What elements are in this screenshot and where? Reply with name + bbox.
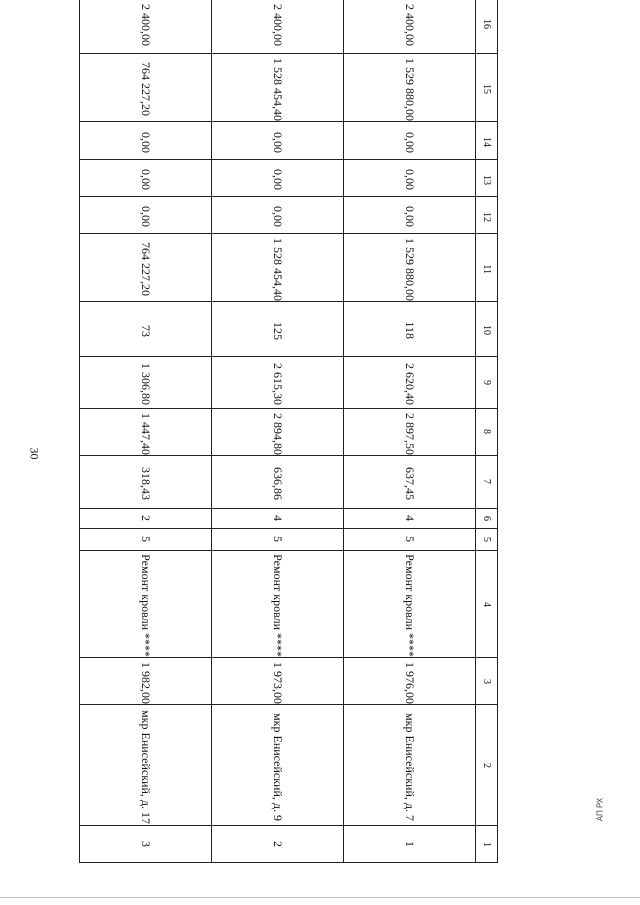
cell-value: 4	[271, 514, 286, 521]
cell-value: Ремонт кровли ****	[403, 554, 418, 658]
column-number-cell	[476, 356, 498, 408]
table-cell	[344, 301, 476, 356]
table-cell	[212, 0, 344, 54]
table-cell	[80, 550, 212, 658]
cell-value: Ремонт кровли ****	[271, 554, 286, 658]
cell-value: 636,86	[271, 466, 286, 500]
cell-value: мкр Енисейский, д. 9	[271, 712, 286, 821]
table-cell	[344, 0, 476, 54]
cell-value: 0,00	[403, 169, 418, 191]
table-cell	[80, 121, 212, 159]
cell-value: 0,00	[403, 131, 418, 153]
column-number-cell	[476, 550, 498, 658]
cell-value: 0,00	[271, 206, 286, 228]
column-number: 4	[481, 601, 493, 607]
cell-value: 1 528 454,40	[271, 57, 286, 121]
cell-value: 0,00	[271, 131, 286, 153]
column-number: 3	[481, 678, 493, 684]
column-number-cell	[476, 528, 498, 550]
table-cell	[344, 528, 476, 550]
table-row	[80, 528, 498, 550]
page-number: 30	[27, 447, 42, 460]
table-cell	[212, 121, 344, 159]
table-cell	[80, 705, 212, 826]
table-cell	[80, 233, 212, 301]
table-cell	[80, 356, 212, 408]
table-cell	[344, 233, 476, 301]
table-cell	[80, 508, 212, 528]
cell-value: 0,00	[271, 169, 286, 191]
table-cell	[212, 196, 344, 233]
table-row	[80, 658, 498, 705]
table-row	[80, 121, 498, 159]
column-number-cell	[476, 233, 498, 301]
cell-value: 2 897,50	[403, 412, 418, 455]
column-number: 15	[481, 84, 493, 95]
table-cell	[80, 528, 212, 550]
cell-value: 1 529 880,00	[403, 57, 418, 121]
cell-value: 0,00	[139, 131, 154, 153]
cell-value: 1	[403, 840, 418, 847]
cell-value: 125	[271, 321, 286, 340]
rotated-table-wrapper	[80, 3, 498, 863]
column-number-cell	[476, 121, 498, 159]
column-number: 1	[481, 841, 493, 847]
table-cell	[344, 550, 476, 658]
column-number-cell	[476, 0, 498, 54]
column-number: 14	[481, 137, 493, 148]
cell-value: 2 400,00	[403, 3, 418, 46]
table-cell	[212, 159, 344, 196]
table-cell	[212, 528, 344, 550]
column-number: 2	[481, 762, 493, 768]
table-row	[80, 705, 498, 826]
table-cell	[212, 826, 344, 863]
table-row	[80, 301, 498, 356]
table-row	[80, 196, 498, 233]
column-number-cell	[476, 658, 498, 705]
cell-value: 1 973,00	[271, 662, 286, 704]
table-cell	[80, 54, 212, 122]
column-number: 5	[481, 536, 493, 542]
table-cell	[212, 408, 344, 455]
table-row	[80, 159, 498, 196]
column-number: 9	[481, 380, 493, 385]
cell-value: 2 620,40	[403, 363, 418, 406]
cell-value: 2 400,00	[271, 3, 286, 46]
table-cell	[344, 159, 476, 196]
cell-value: 1 528 454,40	[271, 237, 286, 301]
cell-value: 118	[403, 321, 418, 340]
table-cell	[344, 705, 476, 826]
column-number-cell	[476, 301, 498, 356]
table-row	[80, 408, 498, 455]
column-number: 16	[481, 19, 493, 30]
cell-value: 318,43	[139, 466, 154, 500]
table-cell	[80, 301, 212, 356]
cell-value: 2	[139, 514, 154, 521]
cell-value: 0,00	[139, 206, 154, 228]
table-cell	[212, 54, 344, 122]
table-row	[80, 455, 498, 508]
table-cell	[212, 705, 344, 826]
cell-value: 5	[403, 535, 418, 542]
table-row	[80, 0, 498, 54]
cell-value: 637,45	[403, 466, 418, 500]
cell-value: 1 976,00	[403, 662, 418, 704]
table-row	[80, 54, 498, 122]
table-cell	[80, 196, 212, 233]
cell-value: 3	[139, 840, 154, 847]
table-cell	[344, 408, 476, 455]
column-number-cell	[476, 705, 498, 826]
table-cell	[344, 455, 476, 508]
column-number-cell	[476, 54, 498, 122]
table-row	[80, 826, 498, 863]
column-number: 12	[481, 211, 493, 222]
table-cell	[212, 455, 344, 508]
table-cell	[80, 408, 212, 455]
column-number: 6	[481, 515, 493, 521]
table-cell	[212, 550, 344, 658]
table-cell	[212, 356, 344, 408]
column-number-cell	[476, 455, 498, 508]
table-cell	[212, 233, 344, 301]
cell-value: 2 894,80	[271, 412, 286, 455]
repair-table	[79, 0, 498, 863]
column-number: 8	[481, 429, 493, 435]
table-cell	[80, 658, 212, 705]
table-cell	[344, 826, 476, 863]
cell-value: 2 400,00	[139, 3, 154, 46]
column-number-cell	[476, 826, 498, 863]
cell-value: 0,00	[139, 169, 154, 191]
table-cell	[344, 196, 476, 233]
table-cell	[344, 356, 476, 408]
table-row	[80, 356, 498, 408]
table-cell	[212, 658, 344, 705]
table-cell	[344, 508, 476, 528]
table-cell	[212, 508, 344, 528]
column-number: 7	[481, 479, 493, 485]
table-cell	[80, 455, 212, 508]
cell-value: 764 227,20	[139, 62, 154, 117]
table-cell	[212, 301, 344, 356]
table-cell	[344, 121, 476, 159]
table-cell	[80, 826, 212, 863]
cell-value: 764 227,20	[139, 242, 154, 297]
column-number: 10	[481, 325, 493, 336]
column-number-cell	[476, 408, 498, 455]
table-cell	[80, 159, 212, 196]
cell-value: 73	[139, 324, 154, 337]
cell-value: 2 615,30	[271, 363, 286, 406]
page-bottom-line	[0, 897, 640, 898]
column-number-cell	[476, 508, 498, 528]
column-number: 11	[481, 264, 493, 274]
cell-value: Ремонт кровли ****	[139, 554, 154, 658]
cell-value: 5	[139, 535, 154, 542]
cell-value: мкр Енисейский, д. 7	[403, 712, 418, 821]
table-row	[80, 508, 498, 528]
footer-mark: АП РХ	[595, 797, 605, 822]
table-cell	[344, 54, 476, 122]
cell-value: 2	[271, 840, 286, 847]
column-number-cell	[476, 196, 498, 233]
table-cell	[344, 658, 476, 705]
column-number: 13	[481, 174, 493, 185]
cell-value: 5	[271, 535, 286, 542]
column-number-cell	[476, 159, 498, 196]
cell-value: 1 982,00	[139, 662, 154, 704]
cell-value: 1 447,40	[139, 412, 154, 455]
cell-value: 1 306,80	[139, 363, 154, 406]
table-cell	[80, 0, 212, 54]
table-row	[80, 233, 498, 301]
cell-value: мкр Енисейский, д. 17	[139, 709, 154, 824]
cell-value: 1 529 880,00	[403, 237, 418, 301]
cell-value: 0,00	[403, 206, 418, 228]
table-row	[80, 550, 498, 658]
cell-value: 4	[403, 514, 418, 521]
